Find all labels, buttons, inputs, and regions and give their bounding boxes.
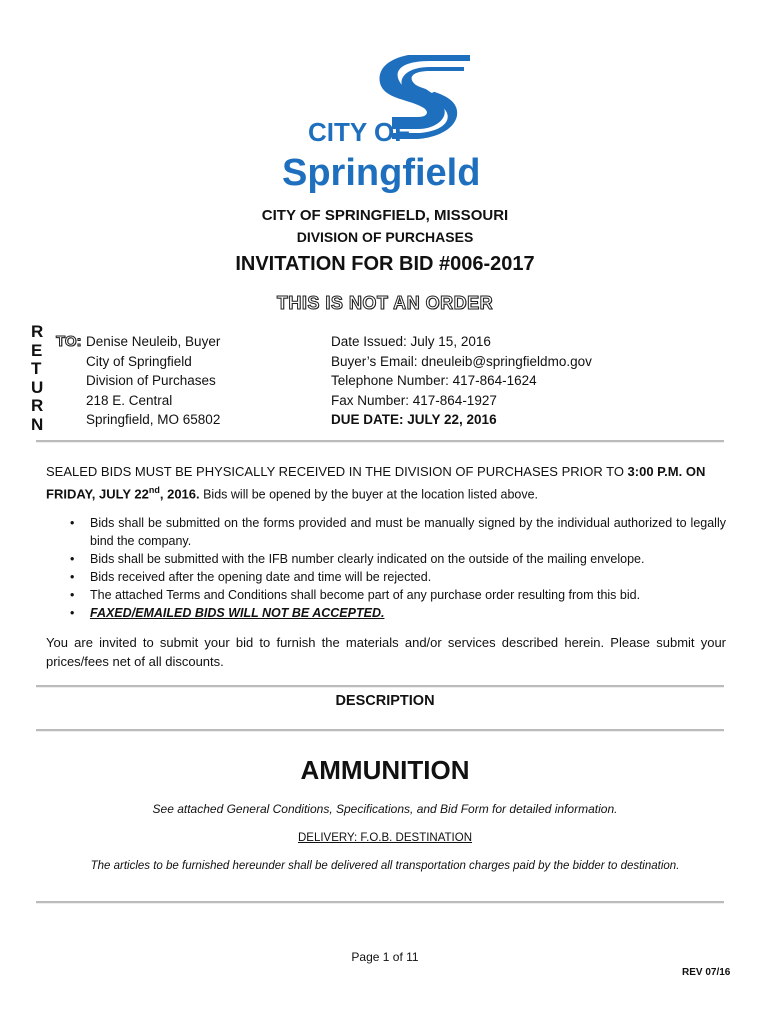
return-address [86, 332, 220, 430]
address-line: Division of Purchases [86, 373, 216, 388]
invitation-paragraph: You are invited to submit your bid to furnish the materials and/or services described herein. Please submit your prices/fees net of all discounts. [46, 635, 726, 669]
return-letter: E [31, 340, 43, 360]
divider [36, 685, 724, 688]
to-label: TO: [56, 333, 82, 350]
list-item [70, 568, 726, 586]
list-item-text: Bids shall be submitted with the IFB number clearly indicated on the outside of the mailing envelope. [90, 552, 645, 566]
buyer-email: Buyer’s Email: dneuleib@springfieldmo.gov [331, 353, 592, 369]
item-title: AMMUNITION [300, 755, 470, 785]
logo-line1: CITY OF [308, 117, 411, 147]
page-number: Page 1 of 11 [351, 950, 419, 964]
list-item-text: Bids shall be submitted on the forms provided and must be manually signed by the individual authorized to legally bind the company. [90, 516, 726, 548]
bullet-icon: • [70, 588, 75, 602]
see-attached-note: See attached General Conditions, Specifications, and Bid Form for detailed information. [152, 802, 618, 816]
revision-label: REV 07/16 [682, 967, 731, 978]
return-letter: T [31, 359, 42, 378]
return-letter: R [31, 322, 44, 341]
bid-rules-list [70, 514, 726, 622]
bid-title: INVITATION FOR BID #006-2017 [235, 253, 535, 275]
transportation-note: The articles to be furnished hereunder shall be delivered all transportation charges paid by the bidder to destination. [90, 860, 680, 872]
fax-number: Fax Number: 417-864-1927 [331, 392, 497, 408]
sealed-bids-notice [46, 462, 726, 504]
list-item [70, 604, 726, 622]
address-line: 218 E. Central [86, 392, 173, 408]
city-heading: CITY OF SPRINGFIELD, MISSOURI [261, 207, 509, 224]
divider [36, 440, 724, 443]
sealed-text-2: Bids will be opened by the buyer at the location listed above. [199, 487, 539, 502]
return-letter: U [31, 377, 44, 397]
address-line: Springfield, MO 65802 [86, 412, 221, 427]
list-item-emphasis: FAXED/EMAILED BIDS WILL NOT BE ACCEPTED. [90, 606, 385, 620]
logo-line2: Springfield [282, 152, 481, 194]
telephone-number: Telephone Number: 417-864-1624 [331, 373, 537, 388]
return-letter: R [31, 396, 44, 415]
list-item-text: The attached Terms and Conditions shall become part of any purchase order resulting from this bid. [90, 588, 641, 602]
date-issued: Date Issued: July 15, 2016 [331, 334, 491, 349]
list-item [70, 550, 726, 568]
division-heading: DIVISION OF PURCHASES [296, 229, 474, 245]
list-item [70, 586, 726, 604]
divider [36, 901, 724, 904]
bullet-icon: • [70, 570, 75, 584]
sealed-superscript: nd [148, 485, 160, 495]
return-vertical-label [31, 323, 45, 434]
not-an-order-label: THIS IS NOT AN ORDER [276, 293, 494, 313]
address-line: City of Springfield [86, 353, 192, 369]
bullet-icon: • [70, 606, 75, 620]
divider [36, 729, 724, 732]
bullet-icon: • [70, 552, 75, 566]
springfield-s-icon [280, 55, 495, 195]
delivery-terms: DELIVERY: F.O.B. DESTINATION [297, 832, 473, 844]
list-item-text: Bids received after the opening date and time will be rejected. [90, 570, 432, 584]
sealed-year: , 2016. [159, 486, 200, 502]
address-line: Denise Neuleib, Buyer [86, 334, 221, 349]
sealed-deadline: 3:00 P.M. ON FRIDAY, JULY 22 [46, 464, 706, 502]
description-heading: DESCRIPTION [335, 693, 435, 709]
bid-info [331, 332, 592, 430]
return-letter: N [31, 414, 44, 434]
city-logo [280, 55, 495, 195]
bullet-icon: • [70, 516, 75, 530]
sealed-text: SEALED BIDS MUST BE PHYSICALLY RECEIVED IN THE DIVISION OF PURCHASES PRIOR TO [46, 464, 628, 479]
list-item [70, 514, 726, 550]
due-date: DUE DATE: JULY 22, 2016 [331, 412, 497, 427]
